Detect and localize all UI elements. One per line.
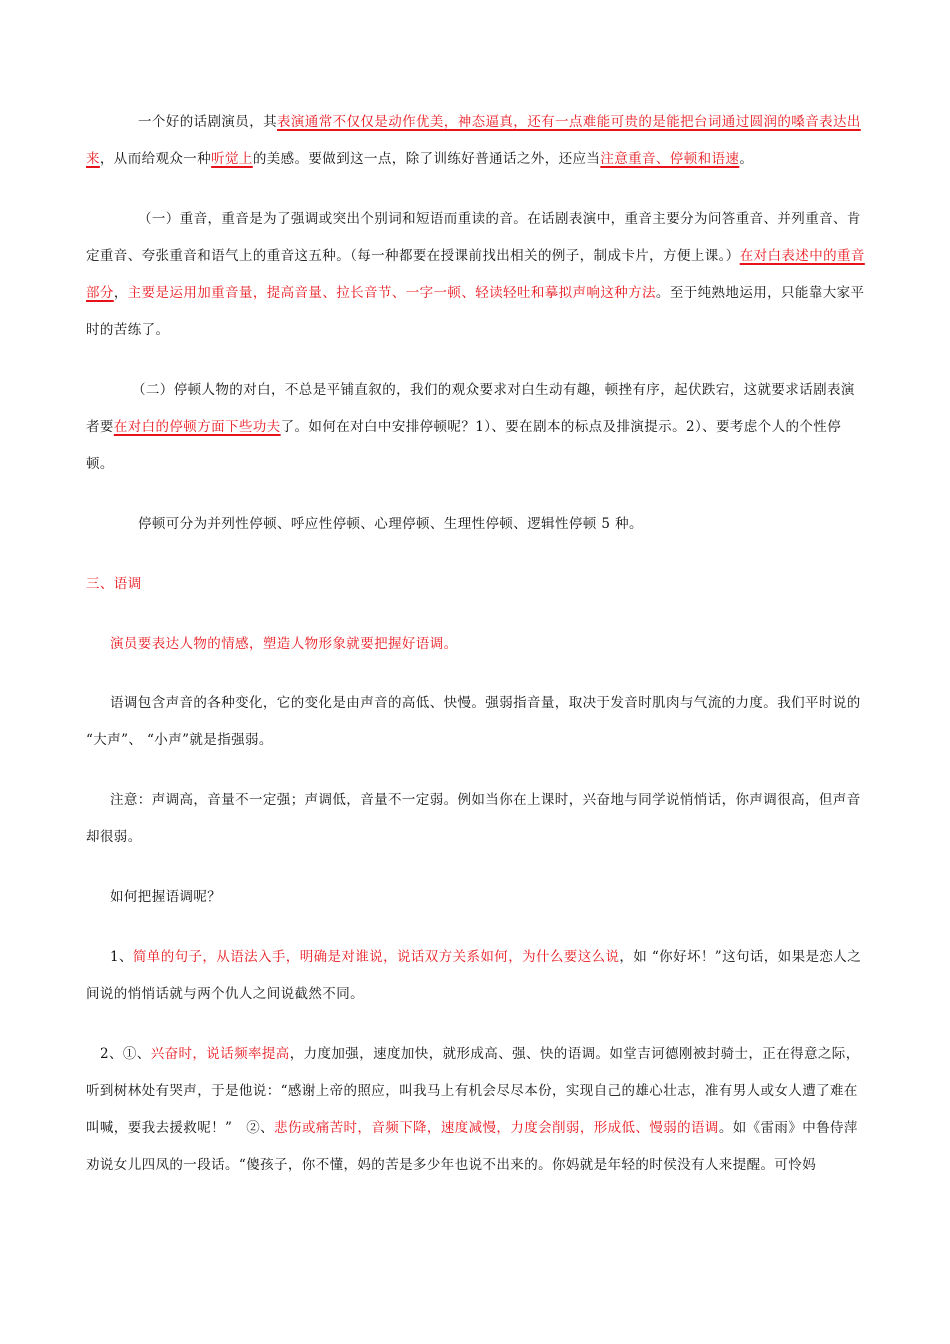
stress-text-1: （一）重音，重音是为了强调或突出个别词和短语而重读的音。在话剧表演中，重音主要分为问答重音、并列重音、肯定重音、夸张重音和语气上的重音这五种。（每一种都要在授课前找出相关的例子，制成卡片，方便上课。） — [86, 211, 861, 264]
point2-red-text-1: 兴奋时，说话频率提高 — [150, 1046, 290, 1062]
stress-text-3: 。至于纯熟地运用，只能靠大家平时的苦练了。 — [86, 285, 865, 338]
paragraph-pause — [86, 372, 868, 483]
paragraph-intro — [86, 104, 868, 178]
paragraph-stress — [86, 201, 868, 349]
paragraph-point-1 — [86, 939, 868, 1013]
paragraph-note: 注意：声调高，音量不一定强；声调低，音量不一定弱。例如当你在上课时，兴奋地与同学说悄悄话，你声调很高，但声音却很弱。 — [86, 792, 861, 845]
point2-text-1: ，力度加强，速度加快，就形成高、强、快的语调。如堂吉诃德刚被封骑士，正在得意之际，听到树林处有哭声，于是他说：“感谢上帝的照应，叫我马上有机会尽尽本份，实现自己的雄心壮志，准有男人或女人遭了难在叫喊，要我去援救呢！” ②、 — [86, 1046, 860, 1136]
paragraph-point-2 — [86, 1036, 868, 1184]
point1-text: ，如 “你好坏！”这句话，如果是恋人之间说的悄悄话就与两个仇人之间说截然不同。 — [86, 949, 862, 1002]
intro-underline-3: 注意重音、停顿和语速 — [600, 151, 740, 167]
heading-intonation: 三、语调 — [86, 576, 142, 592]
intro-text-1: 一个好的话剧演员，其 — [138, 114, 277, 130]
point1-red-text: 简单的句子，从语法入手，明确是对谁说，说话双方关系如何，为什么要这么说 — [132, 949, 620, 965]
stress-text-2: ， — [113, 285, 128, 301]
point1-number: 1、 — [110, 949, 133, 965]
paragraph-intonation-intro: 演员要表达人物的情感，塑造人物形象就要把握好语调。 — [110, 636, 458, 652]
pause-text-2: 了。如何在对白中安排停顿呢？1）、要在剧本的标点及排演提示。2）、要考虑个人的个性停顿。 — [86, 419, 842, 472]
paragraph-intonation-definition: 语调包含声音的各种变化，它的变化是由声音的高低、快慢。强弱指音量，取决于发音时肌肉与气流的力度。我们平时说的 “大声”、 “小声”就是指强弱。 — [86, 695, 861, 748]
stress-red-text: 主要是运用加重音量，提高音量、拉长音节、一字一顿、轻读轻吐和摹拟声响这种方法 — [127, 285, 656, 301]
intro-text-2: ，从而给观众一种 — [99, 151, 212, 167]
point2-text-2: 。如《雷雨》中鲁侍萍劝说女儿四凤的一段话。“傻孩子，你不懂，妈的苦是多少年也说不出来的。你妈就是年轻的时侯没有人来提醒。可怜妈 — [86, 1120, 858, 1173]
point2-number: 2、①、 — [100, 1046, 151, 1062]
pause-underline: 在对白的停顿方面下些功夫 — [113, 419, 281, 435]
intro-text-3: 的美感。要做到这一点，除了训练好普通话之外，还应当 — [252, 151, 601, 167]
point2-red-text-2: 悲伤或痛苦时，音频下降，速度减慢，力度会削弱，形成低、慢弱的语调 — [274, 1120, 719, 1136]
paragraph-question: 如何把握语调呢？ — [110, 889, 222, 905]
intro-underline-2: 听觉上 — [211, 151, 253, 167]
pause-text-1: （二）停顿人物的对白，不总是平铺直叙的，我们的观众要求对白生动有趣，顿挫有序，起伏跌宕，这就要求话剧表演者要 — [86, 382, 855, 435]
intro-text-4: 。 — [739, 151, 754, 167]
paragraph-pause-types: 停顿可分为并列性停顿、呼应性停顿、心理停顿、生理性停顿、逻辑性停顿 5 种。 — [138, 516, 643, 532]
stress-underline: 在对白表述中的重音部分 — [86, 248, 865, 301]
intro-underline-1: 表演通常不仅仅是动作优美，神态逼真，还有一点难能可贵的是能把台词通过圆润的嗓音表达出来 — [86, 114, 861, 167]
